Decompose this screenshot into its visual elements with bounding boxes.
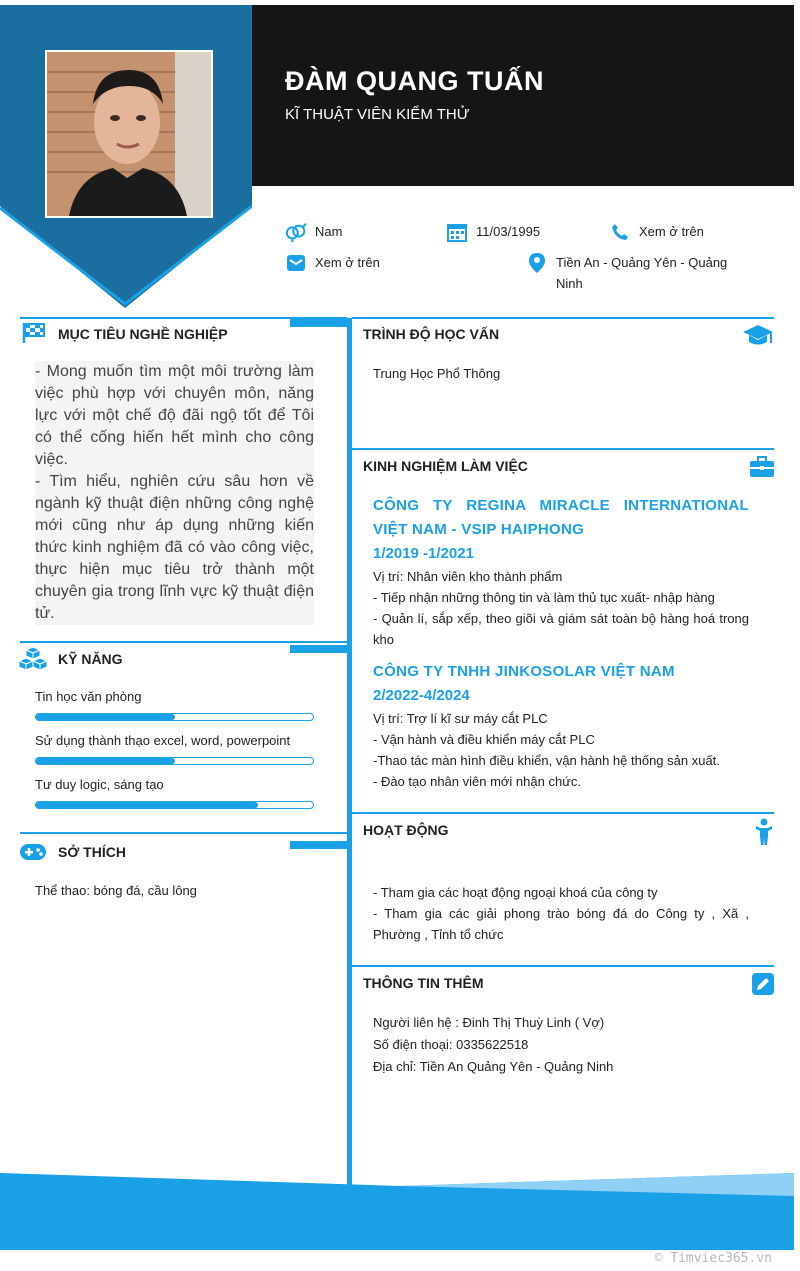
candidate-name: ĐÀM QUANG TUẤN xyxy=(285,66,544,96)
skills-title: KỸ NĂNG xyxy=(58,651,123,667)
skill-name: Sử dụng thành thạo excel, word, powerpoint xyxy=(35,733,291,748)
flag-icon xyxy=(20,319,48,347)
additional-line: Địa chỉ: Tiền An Quảng Yên - Quảng Ninh xyxy=(373,1059,614,1074)
gender-icon xyxy=(285,221,307,243)
objective-text xyxy=(35,361,314,625)
additional-title: THÔNG TIN THÊM xyxy=(363,975,484,991)
activities-title: HOẠT ĐỘNG xyxy=(363,822,449,838)
graduation-cap-icon xyxy=(742,322,774,350)
skill-name: Tin học văn phòng xyxy=(35,689,142,704)
additional-line: Số điện thoại: 0335622518 xyxy=(373,1037,529,1052)
divider-line xyxy=(20,641,347,643)
education-title: TRÌNH ĐỘ HỌC VẤN xyxy=(363,326,500,342)
job-dates: 1/2019 -1/2021 xyxy=(373,545,474,562)
skill-name: Tư duy logic, sáng tạo xyxy=(35,777,164,792)
activity-line: - Tham gia các hoạt động ngoại khoá của công ty xyxy=(373,885,658,900)
person-icon xyxy=(750,818,778,846)
birthday-value: 11/03/1995 xyxy=(476,224,541,239)
calendar-icon xyxy=(446,221,468,243)
phone-icon xyxy=(609,221,631,243)
avatar xyxy=(45,50,213,218)
job-dates: 2/2022-4/2024 xyxy=(373,687,470,704)
birthday-info xyxy=(446,221,540,243)
job-detail-line: - Tiếp nhận những thông tin và làm thủ tục xuất- nhập hàng xyxy=(373,590,715,605)
gender-value: Nam xyxy=(315,224,343,239)
objective-line: - Tìm hiểu, nghiên cứu sâu hơn về ngành kỹ thuật điện những công nghệ mới cũng như áp dụng những kiến thức kinh nghiệm đã có vào công việc, thực hiện mục tiêu trở thành một chuyên gia trong lĩnh vực kỹ thuật điện tử. xyxy=(35,471,314,625)
footer-wave xyxy=(0,1170,794,1250)
job-title: KĨ THUẬT VIÊN KIỂM THỬ xyxy=(285,106,470,123)
cubes-icon xyxy=(19,645,47,673)
gender-info xyxy=(285,221,342,243)
address-info xyxy=(526,252,746,294)
skill-bar xyxy=(35,801,314,809)
activity-line: - Tham gia các giải phong trào bóng đá do Công ty , Xã , Phường , Tỉnh tổ chức xyxy=(373,906,749,942)
hobbies-title: SỞ THÍCH xyxy=(58,844,126,860)
activities-details xyxy=(373,882,749,945)
experience-title: KINH NGHIỆM LÀM VIỆC xyxy=(363,458,528,474)
email-value: Xem ở trên xyxy=(315,255,380,270)
location-pin-icon xyxy=(526,252,548,274)
skill-bar-fill xyxy=(36,714,175,720)
section-tab xyxy=(290,841,347,849)
objective-title: MỤC TIÊU NGHỀ NGHIỆP xyxy=(58,326,228,342)
divider-line xyxy=(352,812,774,814)
gamepad-icon xyxy=(19,838,47,866)
skill-bar-fill xyxy=(36,802,258,808)
phone-value: Xem ở trên xyxy=(639,224,704,239)
hobbies-text: Thể thao: bóng đá, cầu lông xyxy=(35,883,197,898)
briefcase-icon xyxy=(748,453,776,481)
job-detail-line: Vị trí: Trợ lí kĩ sư máy cắt PLC xyxy=(373,711,548,726)
job-detail-line: - Quản lí, sắp xếp, theo giõi và giám sát toàn bộ hàng hoá trong kho xyxy=(373,611,749,647)
objective-line: - Mong muốn tìm một môi trường làm việc phù hợp với chuyên môn, năng lực với một chế độ đãi ngộ tốt để Tôi có thể cống hiến hết mình cho công việc. xyxy=(35,361,314,471)
job-company: CÔNG TY REGINA MIRACLE INTERNATIONAL VIỆT NAM - VSIP HAIPHONG xyxy=(373,497,749,538)
phone-info xyxy=(609,221,704,243)
divider-line xyxy=(352,448,774,450)
job-details xyxy=(373,708,749,792)
email-icon xyxy=(285,252,307,274)
address-value: Tiền An - Quảng Yên - Quảng Ninh xyxy=(556,255,728,291)
section-tab xyxy=(290,645,347,653)
job-details xyxy=(373,566,749,650)
job-detail-line: Vị trí: Nhân viên kho thành phẩm xyxy=(373,569,563,584)
divider-line xyxy=(352,317,774,319)
job-detail-line: -Thao tác màn hình điều khiển, vận hành hệ thống sản xuất. xyxy=(373,753,720,768)
skill-bar-fill xyxy=(36,758,175,764)
edit-icon xyxy=(749,970,777,998)
job-company: CÔNG TY TNHH JINKOSOLAR VIỆT NAM xyxy=(373,663,675,680)
skill-bar xyxy=(35,713,314,721)
job-detail-line: - Đào tạo nhân viên mới nhận chức. xyxy=(373,774,582,789)
skill-bar xyxy=(35,757,314,765)
education-text: Trung Học Phổ Thông xyxy=(373,366,501,381)
watermark: © Timviec365.vn xyxy=(654,1251,772,1266)
additional-details xyxy=(373,1012,749,1078)
section-tab xyxy=(290,319,347,327)
email-info xyxy=(285,252,380,274)
divider-line xyxy=(352,965,774,967)
job-detail-line: - Vận hành và điều khiển máy cắt PLC xyxy=(373,732,595,747)
divider-line xyxy=(20,832,347,834)
additional-line: Người liên hệ : Đinh Thị Thuỳ Linh ( Vợ) xyxy=(373,1015,605,1030)
